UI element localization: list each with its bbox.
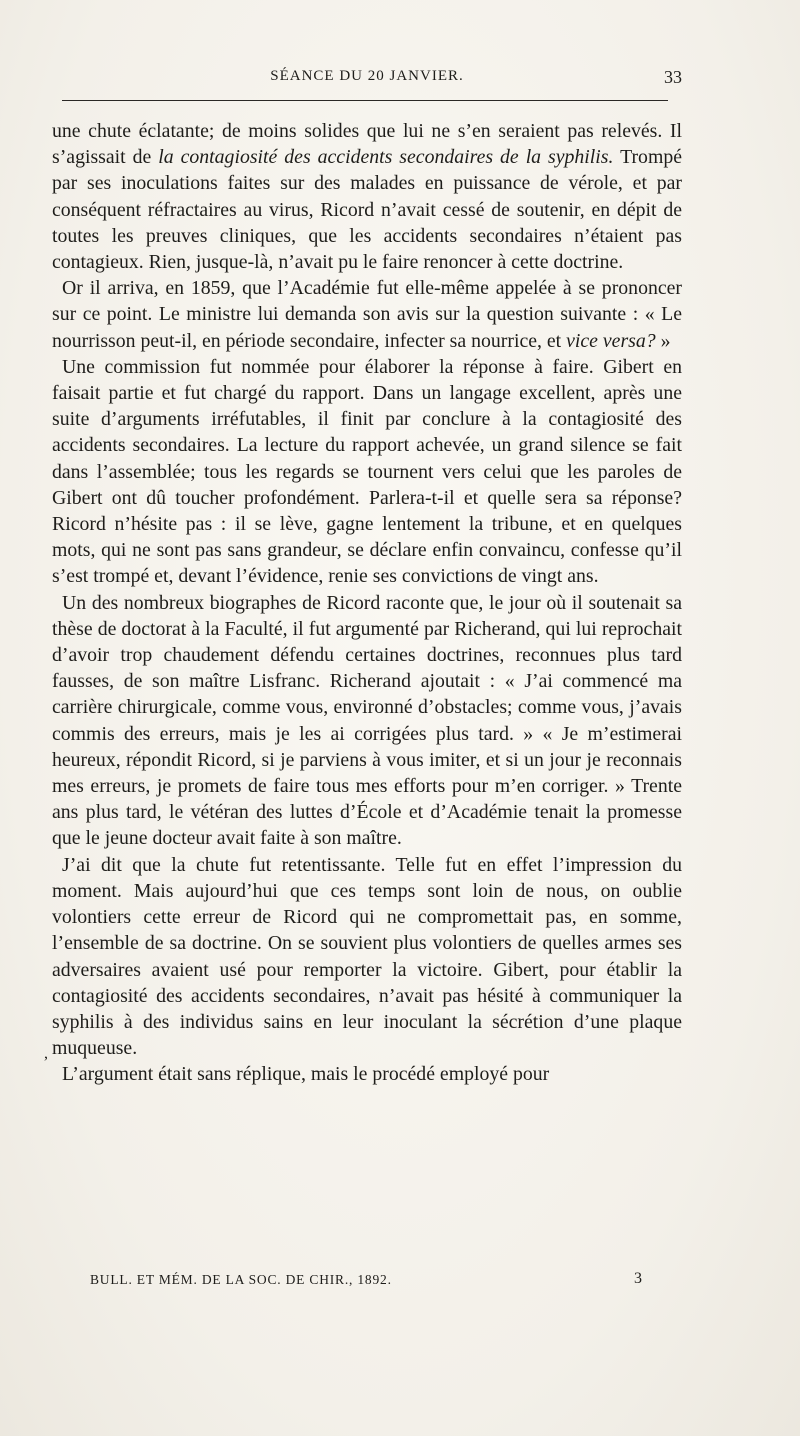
paragraph-2-end: » bbox=[655, 329, 671, 352]
page-header bbox=[52, 66, 682, 94]
paragraph-5: J’ai dit que la chute fut retentissante. Telle fut en effet l’impression du moment. Mais aujourd’hui que ces temps sont loin de nous, on oublie volontiers cette erreur de Ricord qui ne compromettait pas, en somme, l’ensemble de sa doctrine. On se souvient plus volontiers de quelles armes ses adversaires avaient usé pour remporter la victoire. Gibert, pour établir la contagiosité des accidents secondaires, n’avait pas hésité à communiquer la syphilis à des individus sains en leur inoculant la sécrétion d’une plaque muqueuse. bbox=[52, 853, 682, 1060]
paragraph-2 bbox=[52, 275, 682, 354]
running-title: SÉANCE DU 20 JANVIER. bbox=[270, 68, 464, 84]
margin-mark: , bbox=[44, 1045, 48, 1062]
paragraph-2-italic: vice versa? bbox=[566, 329, 656, 352]
paragraph-2-start: Or il arriva, en 1859, que l’Académie fut elle-même appelée à se prononcer sur ce point. Le ministre lui demanda son avis sur la question suivante : « Le nourrisson peut-il, en période secondaire, infecter sa nourrice, et bbox=[52, 277, 682, 352]
signature-mark: 3 bbox=[634, 1270, 642, 1287]
paragraph-1-end: Trompé par ses inoculations faites sur des malades en puissance de vérole, et par conséquent réfractaires au virus, Ricord n’avait cessé de soutenir, en dépit de toutes les preuves cliniques, que les accidents secondaires n’étaient pas contagieux. Rien, jusque-là, n’avait pu le faire renoncer à cette doctrine. bbox=[52, 146, 682, 274]
paragraph-4: Un des nombreux biographes de Ricord raconte que, le jour où il soutenait sa thèse de doctorat à la Faculté, il fut argumenté par Richerand, qui lui reprochait d’avoir trop chaudement défendu certaines doctrines, reconnues plus tard fausses, de son maître Lisfranc. Richerand ajoutait : « J’ai commencé ma carrière chirurgicale, comme vous, environné d’obstacles; comme vous, j’avais commis des erreurs, mais je les ai corrigées plus tard. » « Je m’estimerai heureux, répondit Ricord, si je parviens à vous imiter, et si un jour je reconnais mes erreurs, je promets de faire tous mes efforts pour m’en corriger. » Trente ans plus tard, le vétéran des luttes d’École et d’Académie tenait la promesse que le jeune docteur avait faite à son maître. bbox=[52, 591, 682, 850]
paragraph-3: Une commission fut nommée pour élaborer la réponse à faire. Gibert en faisait partie et fut chargé du rapport. Dans un langage excellent, après une suite d’arguments irréfutables, il finit par conclure à la contagiosité des accidents secondaires. La lecture du rapport achevée, un grand silence se fait dans l’assemblée; tous les regards se tournent vers celui que les paroles de Gibert ont dû toucher profondément. Parlera-t-il et quelle sera sa réponse? Ricord n’hésite pas : il se lève, gagne lentement la tribune, et en quelques mots, qui ne sont pas sans grandeur, se déclare enfin convaincu, confesse qu’il s’est trompé et, devant l’évidence, renie ses convictions de vingt ans. bbox=[52, 355, 682, 588]
paragraph-6: L’argument était sans réplique, mais le procédé employé pour bbox=[62, 1063, 550, 1086]
paragraph-1-italic: la contagiosité des accidents secondaires de la syphilis. bbox=[158, 146, 614, 169]
page-number: 33 bbox=[664, 67, 682, 87]
footer-citation: BULL. ET MÉM. DE LA SOC. DE CHIR., 1892. bbox=[90, 1272, 392, 1287]
body-text bbox=[52, 118, 682, 1088]
paragraph-1-start: une chute éclatante; de moins solides que lui ne s’en seraient pas relevés. Il s’agissait de bbox=[52, 120, 682, 169]
header-rule bbox=[62, 100, 668, 101]
page-footer bbox=[62, 1268, 642, 1290]
paragraph-1 bbox=[52, 118, 682, 275]
